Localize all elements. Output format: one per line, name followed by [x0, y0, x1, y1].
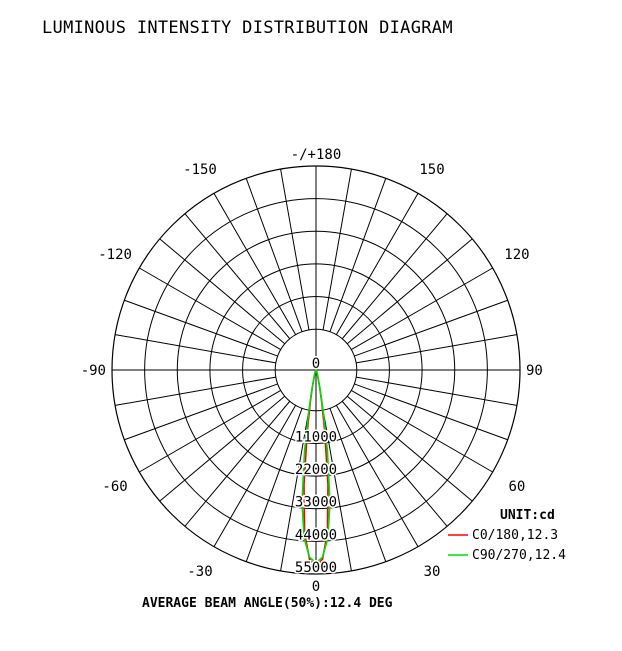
radial-tick-label: 22000 — [294, 462, 338, 479]
grid-spoke — [330, 178, 386, 331]
angle-label: -60 — [102, 479, 128, 495]
angle-label: 120 — [504, 247, 530, 263]
grid-spoke — [124, 300, 277, 356]
grid-spoke — [185, 401, 290, 526]
angle-label: 150 — [419, 162, 445, 179]
angle-label: -150 — [183, 162, 217, 179]
angle-label: 0 — [311, 579, 321, 595]
angle-label: -120 — [98, 247, 132, 263]
angle-label: 30 — [423, 563, 441, 580]
grid-spoke — [185, 214, 290, 339]
radial-tick-label: 55000 — [294, 560, 338, 576]
radial-tick-label: 33000 — [294, 494, 338, 511]
angle-label: -/+180 — [290, 147, 342, 163]
radial-tick-label: 0 — [311, 356, 321, 372]
legend-entry-label: C90/270,12.4 — [472, 548, 566, 563]
legend-entry-label: C0/180,12.3 — [472, 528, 559, 543]
angle-label: 60 — [508, 479, 526, 495]
legend-unit-label: UNIT:cd — [500, 508, 555, 523]
radial-tick-label: 11000 — [294, 429, 338, 446]
grid-spoke — [323, 169, 351, 330]
angle-label: -90 — [80, 363, 106, 379]
grid-spoke — [124, 384, 277, 440]
grid-spoke — [354, 300, 507, 356]
angle-label: 90 — [526, 363, 543, 379]
grid-spoke — [160, 396, 285, 501]
grid-spoke — [342, 214, 447, 339]
grid-spoke — [347, 239, 472, 344]
chart-title: LUMINOUS INTENSITY DISTRIBUTION DIAGRAM — [42, 18, 453, 38]
grid-spoke — [246, 178, 302, 331]
grid-spoke — [356, 335, 517, 363]
grid-spoke — [342, 401, 447, 526]
angle-label: -30 — [187, 563, 213, 580]
grid-spoke — [356, 377, 517, 405]
grid-spoke — [115, 335, 276, 363]
grid-spoke — [281, 169, 309, 330]
beam-angle-note: AVERAGE BEAM ANGLE(50%):12.4 DEG — [142, 596, 393, 611]
grid-spoke — [160, 239, 285, 344]
grid-spoke — [354, 384, 507, 440]
radial-tick-label: 44000 — [294, 527, 338, 544]
grid-spoke — [330, 408, 386, 561]
grid-spoke — [347, 396, 472, 501]
grid-spoke — [115, 377, 276, 405]
legend — [448, 508, 566, 563]
grid-spoke — [246, 408, 302, 561]
